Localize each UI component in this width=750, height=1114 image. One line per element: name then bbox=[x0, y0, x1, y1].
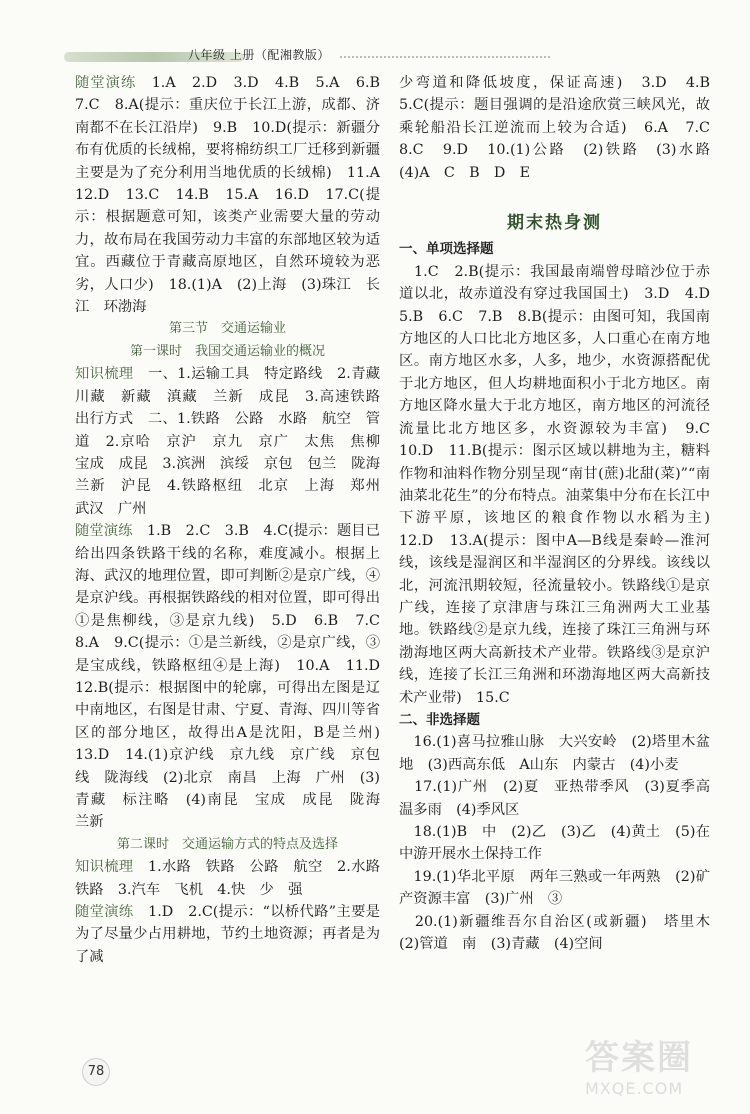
page-number: 78 bbox=[82, 1058, 110, 1086]
right_column-paragraph: 少弯道和降低坡度，保证高速) 3.D 4.B 5.C(提示：题目强调的是沿途欣赏三峡风光，故乘轮船沿长江逆流而上较为合适) 6.A 7.C 8.C 9.D 10.(1)公路 (2)铁路 (3)水路 (4)A C B D E bbox=[399, 75, 725, 181]
header-title: 八年级 上册（配湘教版） bbox=[188, 48, 330, 62]
left_column-paragraph: 随堂演练 1.B 2.C 3.B 4.C(提示：题目已给出四条铁路干线的名称，难度减小。根据上海、武汉的地理位置，即可判断②是京广线，④是京沪线。再根据铁路线的相对位置，即可得出①是焦柳线，③是京九线) 5.D 6.B 7.C 8.A 9.C(提示：①是兰新线，②是京广线，③是宝成线，铁路枢纽④是上海) 10.A 11.D 12.B(提示：根据图中的轮廓，可得出左图是辽中南地区，右图是甘肃、宁夏、青海、四川等省区的部分地区，故得出A是沈阳，B是兰州) 13.D 14.(1)京沪线 京九线 京广线 京包线 陇海线 (2)北京 南昌 上海 广州 (3)青藏 标注略 (4)南昆 宝成 成昆 陇海 兰新 bbox=[75, 523, 395, 831]
left_column-paragraph: 随堂演练 1.D 2.C(提示：“以桥代路”主要是为了尽量少占用耕地，节约土地资源；再者是为了减 bbox=[75, 904, 380, 965]
left-column bbox=[75, 72, 395, 968]
left_column-paragraph: 第一课时 我国交通运输业的概况 bbox=[129, 343, 325, 359]
right_column-paragraph: 17.(1)广州 (2)夏 亚热带季风 (3)夏季高温多雨 (4)季风区 bbox=[399, 779, 710, 818]
watermark-logo: 答案圈 bbox=[585, 1038, 693, 1078]
left_column-paragraph: 随堂演练 1.A 2.D 3.D 4.B 5.A 6.B 7.C 8.A(提示：重庆位于长江上游，成都、济南都不在长江沿岸) 9.B 10.D(提示：新疆分布有优质的长绒棉，要将棉纺织工厂迁移到新疆主要是为了充分利用当地优质的长绒棉) 11.A 12.D 13.C 14.B 15.A 16.D 17.C(提示：根据题意可知，该类产业需要大量的劳动力，故布局在我国劳动力丰富的东部地区较为适宜。西藏位于青藏高原地区，自然环境较为恶劣，人口少) 18.(1)A (2)上海 (3)珠江 长江 环渤海 bbox=[75, 75, 395, 316]
right_column-paragraph: 1.C 2.B(提示：我国最南端曾母暗沙位于赤道以北，故赤道没有穿过我国国土) 3.D 4.D 5.B 6.C 7.B 8.B(提示：由图可知，我国南方地区的人口比北方地区多，人口重心在南方地区。南方地区水多，人多，地少，水资源搭配优于北方地区，但人均耕地面积小于北方地区。南方地区降水量大于北方地区，南方地区的河流径流量比北方地区多，水资源较为丰富) 9.C 10.D 11.B(提示：图示区域以耕地为主，糖料作物和油料作物分别呈现“南甘(蔗)北甜(菜)”“南油菜北花生”的分布特点。油菜集中分布在长江中下游平原，该地区的粮食作物以水稻为主) 12.D 13.A(提示：图中A—B线是秦岭—淮河线，该线是湿润区和半湿润区的分界线。该线以北，河流汛期较短，径流量较小。铁路线①是京广线，连接了京津唐与珠江三角洲两大工业基地。铁路线②是京九线，连接了珠江三角洲与环渤海地区两大高新技术产业带。铁路线③是京沪线，连接了长江三角洲和环渤海地区两大高新技术产业带) 15.C bbox=[399, 263, 725, 706]
right_column-paragraph: 20.(1)新疆维吾尔自治区(或新疆) 塔里木 (2)管道 南 (3)青藏 (4)空间 bbox=[399, 913, 725, 953]
right-column bbox=[399, 72, 725, 955]
right_column-paragraph: 16.(1)喜马拉雅山脉 大兴安岭 (2)塔里木盆地 (3)西高东低 A山东 内蒙古 (4)小麦 bbox=[399, 734, 710, 773]
left_column-paragraph: 第三节 交通运输业 bbox=[168, 321, 286, 337]
left_column-paragraph: 知识梳理 一、1.运输工具 特定路线 2.青藏 川藏 新藏 滇藏 兰新 成昆 3.高速铁路 出行方式 二、1.铁路 公路 水路 航空 管道 2.京哈 京沪 京九 京广 太焦 焦柳 宝成 成昆 3.滨洲 滨绥 京包 包兰 陇海 兰新 沪昆 4.铁路枢纽 北京 上海 郑州 武汉 广州 bbox=[75, 366, 395, 517]
header-dotted-rule bbox=[340, 56, 550, 58]
left_column-paragraph: 第二课时 交通运输方式的特点及选择 bbox=[116, 836, 338, 852]
right_column-paragraph: 19.(1)华北平原 两年三熟或一年两熟 (2)矿产资源丰富 (3)广州 ③ bbox=[399, 868, 710, 908]
watermark-url: MXQE.COM bbox=[585, 1079, 684, 1098]
left_column-paragraph: 知识梳理 1.水路 铁路 公路 航空 2.水路 铁路 3.汽车 飞机 4.快 少 强 bbox=[75, 859, 395, 898]
watermark bbox=[585, 1030, 735, 1104]
right_column-paragraph: 18.(1)B 中 (2)乙 (3)乙 (4)黄土 (5)在中游开展水土保持工作 bbox=[399, 824, 710, 863]
right_column-paragraph: 期末热身测 bbox=[507, 213, 602, 234]
right_column-paragraph: 二、非选择题 bbox=[399, 711, 480, 728]
page-header bbox=[58, 40, 528, 74]
right_column-paragraph: 一、单项选择题 bbox=[399, 241, 494, 258]
